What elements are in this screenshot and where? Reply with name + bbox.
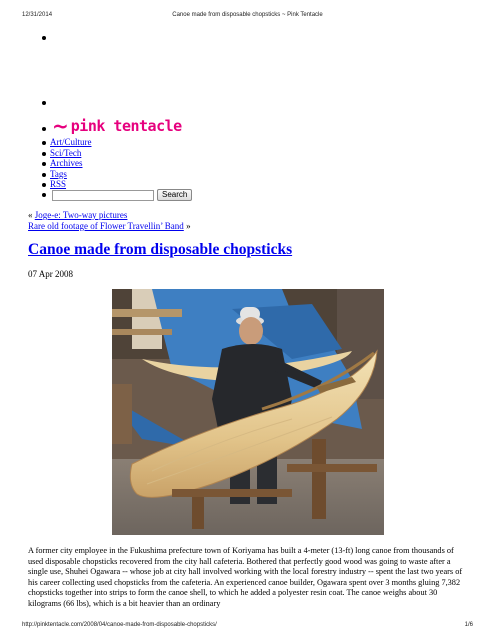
prev-arrow: « [28, 210, 35, 220]
list-bullet [42, 127, 46, 131]
search-button[interactable]: Search [157, 189, 192, 201]
nav-link-sci-tech[interactable]: Sci/Tech [50, 147, 82, 158]
site-logo[interactable] [52, 116, 182, 136]
nav-link-archives[interactable]: Archives [50, 158, 83, 168]
nav-link-art-culture[interactable]: Art/Culture [50, 137, 92, 147]
post-navigation [28, 210, 191, 232]
prev-post-link[interactable]: Joge-e: Two-way pictures [34, 210, 128, 220]
next-post [28, 221, 191, 232]
search-input[interactable] [52, 190, 154, 201]
article-date: 07 Apr 2008 [28, 269, 73, 279]
nav-link-tags[interactable]: Tags [50, 168, 67, 179]
nav-link-rss[interactable]: RSS [50, 179, 67, 189]
nav-item-art-culture [50, 137, 92, 148]
nav-item-rss [50, 179, 92, 190]
print-page-title: Canoe made from disposable chopsticks ~ Pink Tentacle [172, 12, 323, 18]
canoe-photo-illustration [112, 289, 384, 535]
list-bullet [42, 193, 46, 197]
article-photo [112, 289, 384, 535]
next-post-link[interactable]: Rare old footage of Flower Travellin’ Band [28, 221, 184, 231]
search-form [42, 189, 192, 201]
print-date: 12/31/2014 [22, 12, 53, 18]
main-nav [50, 137, 92, 190]
next-arrow: » [183, 221, 191, 231]
article-body: A former city employee in the Fukushima prefecture town of Koriyama has built a 4-meter (13-ft) long canoe from thousands of used disposable chopsticks recovered from the city hall cafeteria. Bothered that perfectly good wood was going to waste after a single use, Shuhei Ogawara -- whose job at city hall involved working with the local forestry industry -- spent the last two years of his career collecting used chopsticks from the cafeteria. An experienced canoe builder, Ogawara spent over 3 months gluing 7,382 chopsticks together into strips to form the canoe shell, to which he added a polyester resin coat. The canoe weighs about 30 kilograms (66 lbs), which is a bit heavier than an ordinary [28, 546, 463, 608]
logo-text: pink tentacle [70, 117, 182, 135]
article-title [28, 241, 292, 259]
prev-post [28, 210, 191, 221]
list-bullet [42, 101, 46, 105]
article-title-link[interactable]: Canoe made from disposable chopsticks [28, 241, 293, 258]
nav-item-archives [50, 158, 92, 169]
tentacle-icon: ~ [52, 114, 69, 138]
nav-item-sci-tech [50, 148, 92, 159]
nav-item-tags [50, 169, 92, 180]
list-bullet [42, 36, 46, 40]
print-url: http://pinktentacle.com/2008/04/canoe-made-from-disposable-chopsticks/ [22, 622, 217, 628]
print-page-number: 1/6 [464, 622, 473, 628]
